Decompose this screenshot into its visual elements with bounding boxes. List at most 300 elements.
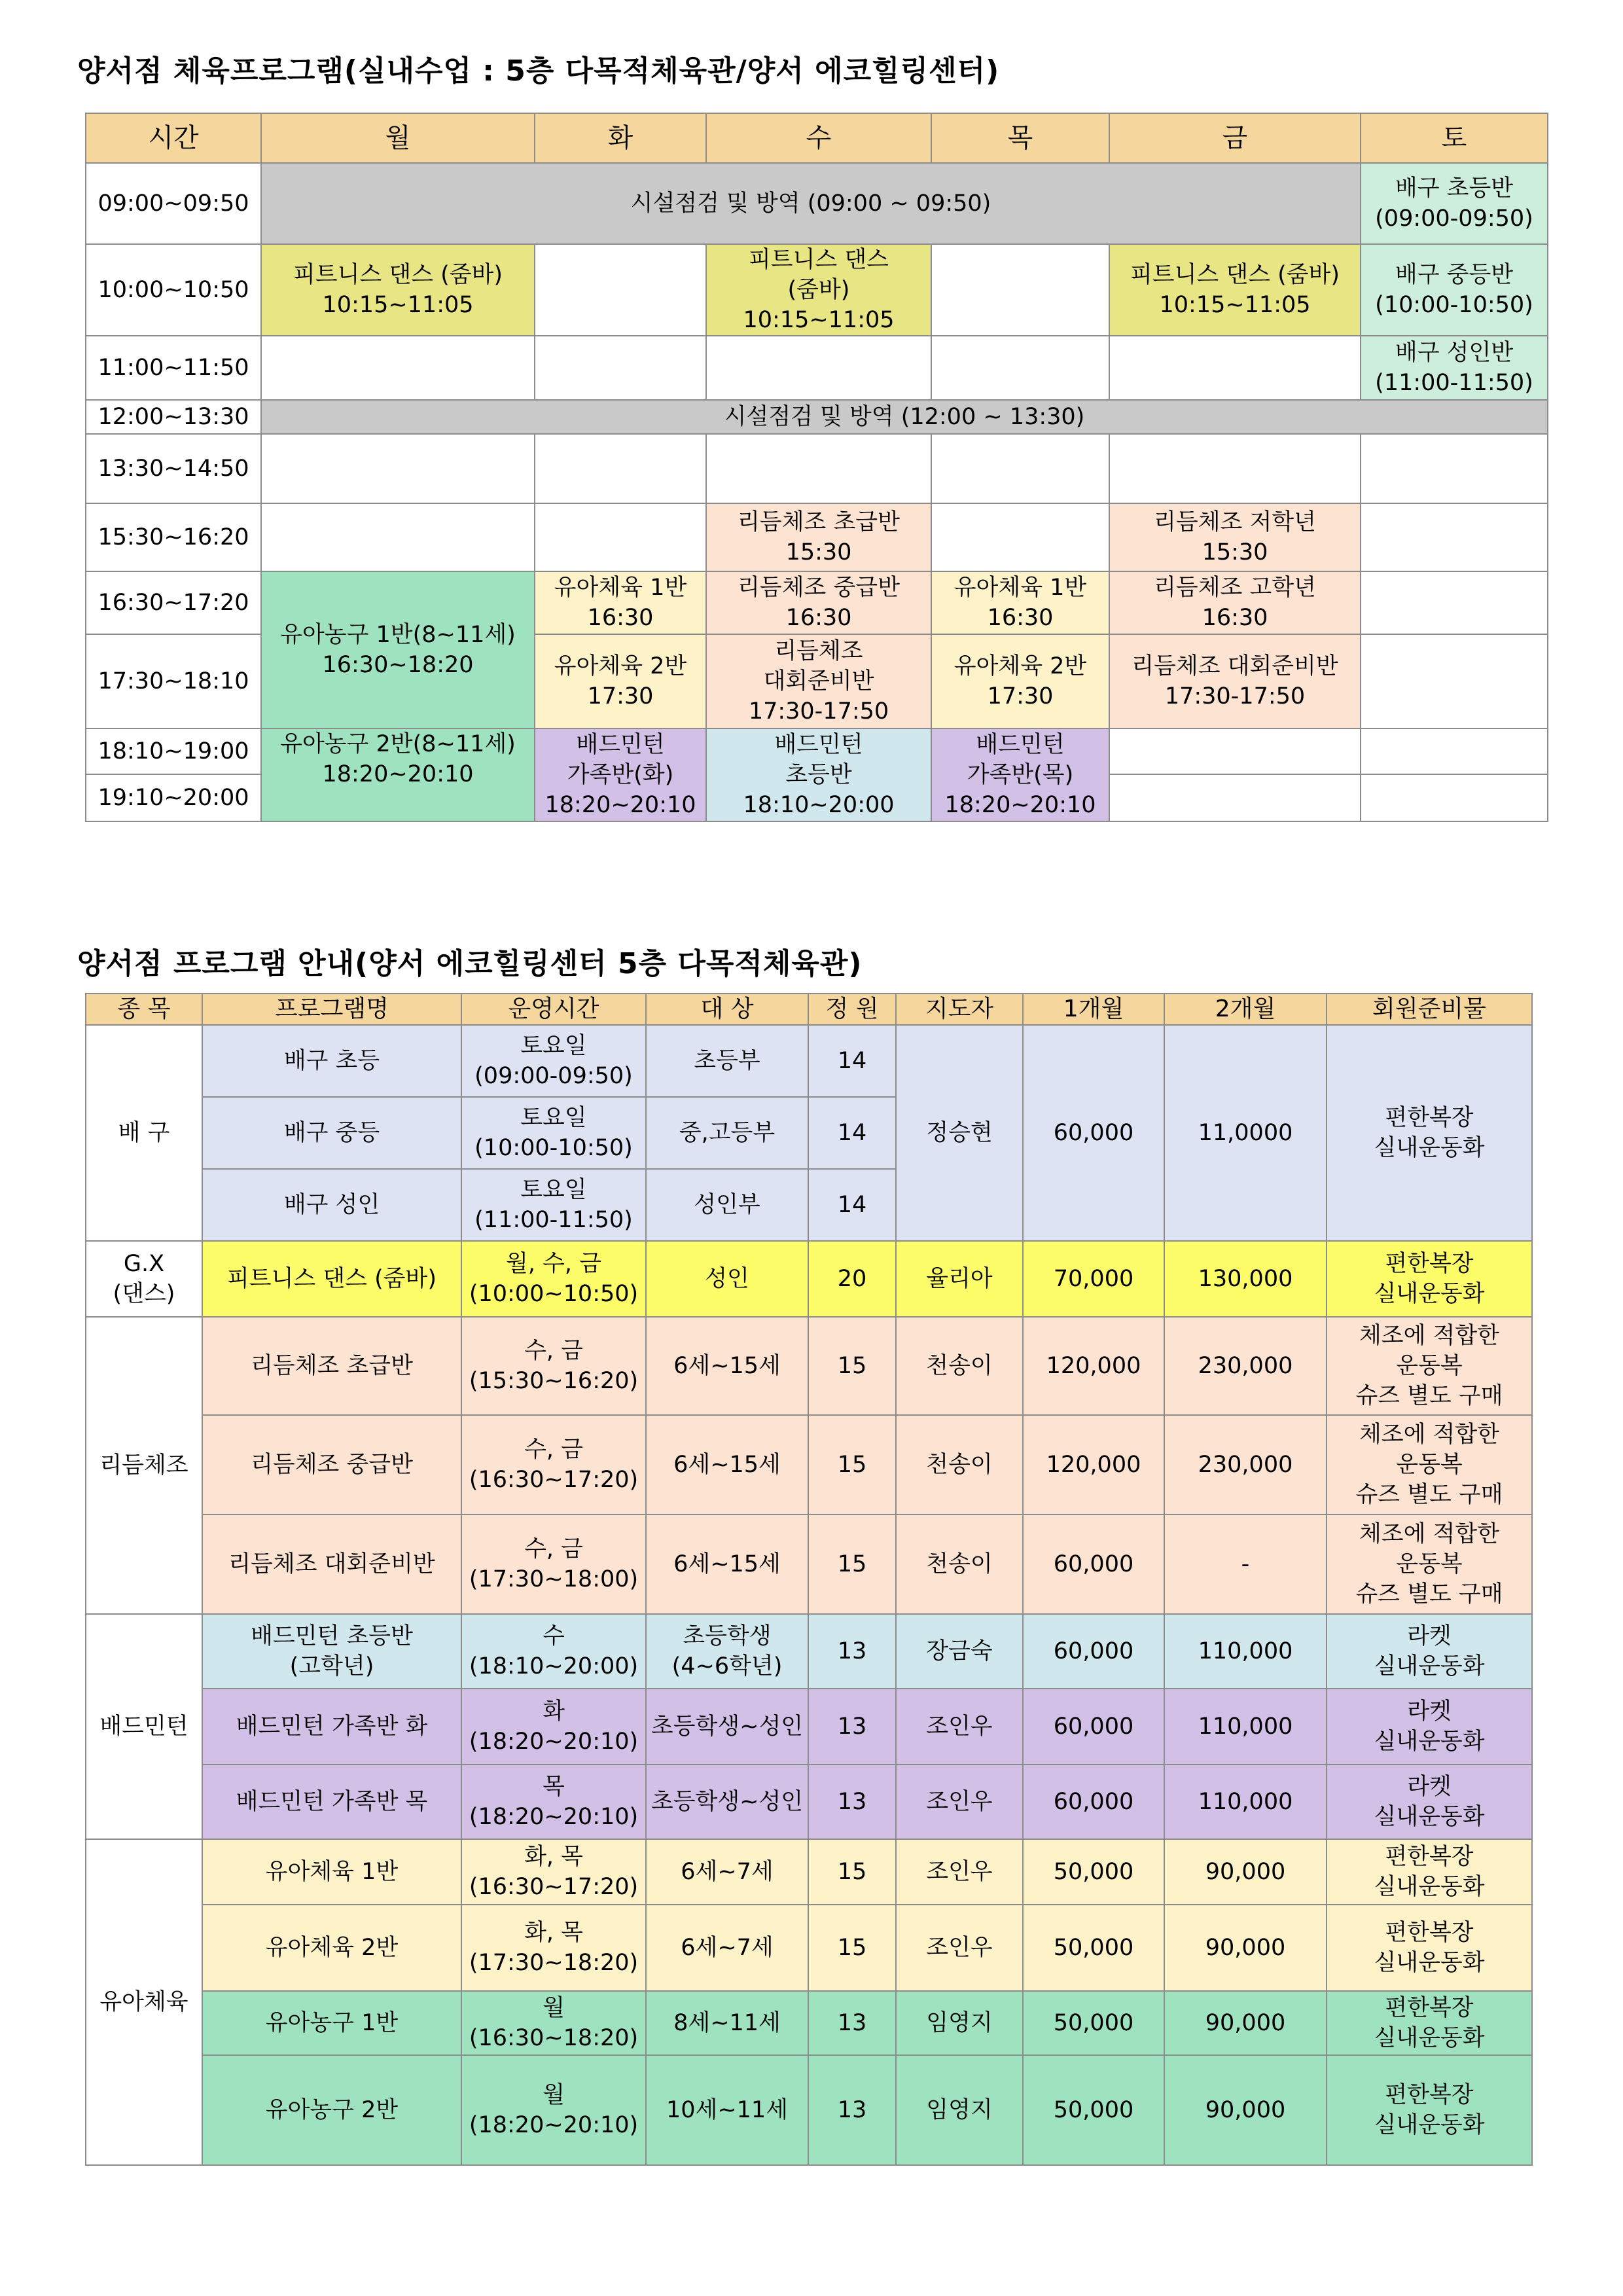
program-instructor: 율리아 — [896, 1241, 1023, 1317]
cell-line: 배구 초등반 — [1395, 175, 1514, 202]
program-instructor: 조인우 — [896, 1839, 1023, 1905]
program-supplies — [1327, 1765, 1532, 1839]
schedule-row — [86, 400, 1548, 434]
cell-line: 유아체육 2반 — [954, 653, 1087, 679]
program-supplies — [1327, 1905, 1532, 1991]
empty-cell — [931, 434, 1109, 503]
cell-line: 월 — [543, 1995, 565, 2021]
program-name: 유아농구 2반 — [202, 2055, 461, 2165]
cell-line: 10:15~11:05 — [1159, 292, 1311, 318]
cell-line: 슈즈 별도 구매 — [1355, 1482, 1503, 1508]
program-header-row — [86, 994, 1532, 1025]
cell-line: 15:30 — [785, 539, 852, 565]
program-supplies — [1327, 1991, 1532, 2055]
empty-cell — [1361, 571, 1548, 634]
program-price-1month: 60,000 — [1023, 1025, 1164, 1241]
time-cell: 16:30~17:20 — [86, 571, 261, 634]
cell-line: (10:00-10:50) — [1375, 292, 1533, 318]
empty-cell — [1109, 728, 1361, 774]
cell-line: (댄스) — [113, 1281, 175, 1307]
cell-line: 운동복 — [1396, 1551, 1463, 1577]
program-target: 성인 — [646, 1241, 808, 1317]
program-hours — [461, 1765, 646, 1839]
empty-cell — [1361, 503, 1548, 571]
cell-line: 배드민턴 — [576, 732, 665, 758]
cell-line: (16:30~17:20) — [469, 1874, 639, 1900]
cell-line: 수, 금 — [524, 1437, 583, 1463]
mon-kids-basketball-1 — [261, 571, 535, 728]
empty-cell — [931, 503, 1109, 571]
program-supplies — [1327, 1025, 1532, 1241]
program-name: 피트니스 댄스 (줌바) — [202, 1241, 461, 1317]
cell-line: 10:15~11:05 — [322, 292, 474, 318]
wed-fitness-dance — [706, 244, 931, 336]
cell-line: 17:30 — [587, 683, 654, 709]
empty-cell — [931, 244, 1109, 336]
program-hours — [461, 1515, 646, 1614]
cell-line: 체조에 적합한 — [1359, 1521, 1499, 1547]
thu-badminton-family — [931, 728, 1109, 821]
cell-line: 토요일 — [520, 1105, 587, 1131]
header-1month: 1개월 — [1023, 994, 1164, 1025]
time-cell: 13:30~14:50 — [86, 434, 261, 503]
cell-line: 라켓 — [1407, 1623, 1452, 1649]
program-name: 리듬체조 중급반 — [202, 1415, 461, 1515]
cell-line: 초등학생~성인 — [651, 1789, 804, 1815]
program-row — [86, 1025, 1532, 1097]
cell-line: 가족반(화) — [567, 762, 674, 788]
cell-line: 월 — [543, 2082, 565, 2108]
program-target: 6세~7세 — [646, 1839, 808, 1905]
sat-volleyball-adult — [1361, 336, 1548, 400]
cell-line: 화 — [543, 1698, 565, 1725]
program-target: 6세~7세 — [646, 1905, 808, 1991]
program-price-1month: 50,000 — [1023, 1991, 1164, 2055]
program-price-1month: 70,000 — [1023, 1241, 1164, 1317]
program-hours — [461, 1097, 646, 1169]
program-capacity: 15 — [808, 1317, 896, 1415]
cell-line: 토요일 — [520, 1177, 587, 1203]
cell-line: 운동복 — [1396, 1452, 1463, 1478]
wed-badminton-elementary — [706, 728, 931, 821]
program-instructor: 조인우 — [896, 1689, 1023, 1765]
tue-kids-pe-2 — [535, 634, 706, 728]
cell-line: 배구 중등반 — [1395, 262, 1514, 288]
empty-cell — [535, 244, 706, 336]
program-hours — [461, 1025, 646, 1097]
cell-line: 실내운동화 — [1374, 1874, 1485, 1900]
cell-line: 편한복장 — [1385, 1105, 1474, 1131]
cell-line: G.X — [123, 1251, 165, 1277]
cell-line: 실내운동화 — [1374, 1804, 1485, 1830]
cell-line: 배드민턴 가족반 화 — [236, 1713, 428, 1740]
program-row — [86, 1415, 1532, 1515]
cell-line: 16:30 — [785, 605, 852, 631]
time-cell: 18:10~19:00 — [86, 728, 261, 774]
program-name: 유아농구 1반 — [202, 1991, 461, 2055]
program-instructor: 천송이 — [896, 1515, 1023, 1614]
category-rhythm: 리듬체조 — [86, 1317, 202, 1614]
program-instructor: 천송이 — [896, 1317, 1023, 1415]
time-cell: 17:30~18:10 — [86, 634, 261, 728]
cell-line: 피트니스 댄스 — [749, 247, 889, 273]
header-sat: 토 — [1361, 113, 1548, 163]
program-name — [202, 1614, 461, 1689]
program-supplies — [1327, 1515, 1532, 1614]
cell-line: 16:30 — [987, 605, 1054, 631]
program-capacity: 14 — [808, 1169, 896, 1241]
cell-line: 실내운동화 — [1374, 1135, 1485, 1161]
program-price-2month: - — [1164, 1515, 1327, 1614]
cell-line: 유아체육 1반 — [554, 575, 687, 601]
cell-line: 운동복 — [1396, 1353, 1463, 1379]
program-name: 배구 성인 — [202, 1169, 461, 1241]
program-hours — [461, 1169, 646, 1241]
program-price-1month: 60,000 — [1023, 1765, 1164, 1839]
program-target: 초등부 — [646, 1025, 808, 1097]
header-target: 대 상 — [646, 994, 808, 1025]
header-time: 시간 — [86, 113, 261, 163]
schedule-row — [86, 163, 1548, 244]
cell-line: (18:10~20:00) — [469, 1653, 639, 1679]
empty-cell — [261, 336, 535, 400]
program-hours — [461, 1839, 646, 1905]
cell-line: 피트니스 댄스 (줌바) — [293, 262, 503, 288]
program-hours — [461, 1415, 646, 1515]
program-instructor: 정승현 — [896, 1025, 1023, 1241]
header-program-name: 프로그램명 — [202, 994, 461, 1025]
cell-line: 화, 목 — [524, 1920, 583, 1946]
empty-cell — [706, 434, 931, 503]
program-hours — [461, 1614, 646, 1689]
program-row — [86, 1689, 1532, 1765]
cell-line: (09:00-09:50) — [1375, 206, 1533, 232]
facility-check-cell: 시설점검 및 방역 (09:00 ~ 09:50) — [261, 163, 1361, 244]
cell-line: 슈즈 별도 구매 — [1355, 1581, 1503, 1607]
thu-kids-pe-2 — [931, 634, 1109, 728]
program-capacity: 20 — [808, 1241, 896, 1317]
header-mon: 월 — [261, 113, 535, 163]
header-wed: 수 — [706, 113, 931, 163]
cell-line: (18:20~20:10) — [469, 1804, 639, 1830]
program-capacity: 14 — [808, 1025, 896, 1097]
cell-line: 배드민턴 — [976, 732, 1065, 758]
cell-line: 초등반 — [785, 762, 852, 788]
program-row — [86, 1317, 1532, 1415]
header-thu: 목 — [931, 113, 1109, 163]
program-name — [202, 1689, 461, 1765]
program-target: 중,고등부 — [646, 1097, 808, 1169]
program-price-2month: 90,000 — [1164, 1991, 1327, 2055]
cell-line: 10:15~11:05 — [743, 307, 895, 333]
program-price-2month: 90,000 — [1164, 2055, 1327, 2165]
program-target: 6세~15세 — [646, 1515, 808, 1614]
program-hours — [461, 1689, 646, 1765]
cell-line: 토요일 — [520, 1033, 587, 1059]
cell-line: 16:30 — [587, 605, 654, 631]
program-target — [646, 1689, 808, 1765]
time-cell: 11:00~11:50 — [86, 336, 261, 400]
program-table — [85, 993, 1533, 2166]
cell-line: 대회준비반 — [763, 668, 874, 694]
schedule-row — [86, 244, 1548, 336]
category-badminton: 배드민턴 — [86, 1614, 202, 1839]
empty-cell — [1361, 434, 1548, 503]
cell-line: 편한복장 — [1385, 1920, 1474, 1946]
time-cell: 15:30~16:20 — [86, 503, 261, 571]
cell-line: 목 — [543, 1774, 565, 1800]
cell-line: 실내운동화 — [1374, 1729, 1485, 1755]
cell-line: 리듬체조 저학년 — [1154, 509, 1316, 535]
program-capacity: 15 — [808, 1905, 896, 1991]
cell-line: 편한복장 — [1385, 1251, 1474, 1277]
program-capacity: 13 — [808, 1991, 896, 2055]
cell-line: 18:20~20:10 — [322, 761, 474, 787]
header-tue: 화 — [535, 113, 706, 163]
program-price-2month: 230,000 — [1164, 1415, 1327, 1515]
cell-line: 실내운동화 — [1374, 1281, 1485, 1307]
program-price-1month: 120,000 — [1023, 1317, 1164, 1415]
mon-kids-basketball-2 — [261, 728, 535, 821]
program-supplies — [1327, 1614, 1532, 1689]
program-instructor: 조인우 — [896, 1905, 1023, 1991]
tue-badminton-family — [535, 728, 706, 821]
program-capacity: 15 — [808, 1839, 896, 1905]
fri-rhythm-upper — [1109, 571, 1361, 634]
cell-line: 편한복장 — [1385, 1995, 1474, 2021]
empty-cell — [535, 434, 706, 503]
cell-line: (15:30~16:20) — [469, 1368, 639, 1394]
time-cell: 09:00~09:50 — [86, 163, 261, 244]
category-kids: 유아체육 — [86, 1839, 202, 2165]
empty-cell — [706, 336, 931, 400]
cell-line: 리듬체조 초급반 — [738, 509, 900, 535]
cell-line: 실내운동화 — [1374, 2112, 1485, 2138]
empty-cell — [261, 434, 535, 503]
cell-line: 18:10~20:00 — [743, 792, 895, 818]
schedule-title: 양서점 체육프로그램(실내수업 : 5층 다목적체육관/양서 에코힐링센터) — [77, 54, 1000, 88]
program-price-2month: 110,000 — [1164, 1614, 1327, 1689]
sat-volleyball-middle — [1361, 244, 1548, 336]
cell-line: 라켓 — [1407, 1698, 1452, 1725]
cell-line: 배드민턴 초등반 — [251, 1623, 413, 1649]
cell-line: (18:20~20:10) — [469, 2112, 639, 2138]
cell-line: 화, 목 — [524, 1844, 583, 1870]
cell-line: (11:00-11:50) — [474, 1207, 633, 1233]
program-target: 6세~15세 — [646, 1415, 808, 1515]
category-volleyball: 배 구 — [86, 1025, 202, 1241]
cell-line: 리듬체조 고학년 — [1154, 575, 1316, 601]
cell-line: 유아농구 1반(8~11세) — [280, 622, 516, 648]
cell-line: 17:30-17:50 — [748, 698, 889, 725]
cell-line: 18:20~20:10 — [544, 792, 696, 818]
tue-kids-pe-1 — [535, 571, 706, 634]
program-price-1month: 50,000 — [1023, 2055, 1164, 2165]
cell-line: 수 — [543, 1623, 565, 1649]
cell-line: (16:30~18:20) — [469, 2025, 639, 2051]
cell-line: 16:30 — [1202, 605, 1268, 631]
cell-line: 18:20~20:10 — [944, 792, 1096, 818]
cell-line: 15:30 — [1202, 539, 1268, 565]
cell-line: 리듬체조 대회준비반 — [1132, 653, 1338, 679]
empty-cell — [261, 503, 535, 571]
program-target: 8세~11세 — [646, 1991, 808, 2055]
cell-line: 월, 수, 금 — [506, 1251, 601, 1277]
cell-line: (11:00-11:50) — [1375, 370, 1533, 396]
program-supplies — [1327, 2055, 1532, 2165]
program-row — [86, 1839, 1532, 1905]
time-cell: 19:10~20:00 — [86, 774, 261, 821]
cell-line: (10:00~10:50) — [469, 1281, 639, 1307]
program-hours — [461, 1991, 646, 2055]
cell-line: (09:00-09:50) — [474, 1063, 633, 1089]
fri-rhythm-competition — [1109, 634, 1361, 728]
cell-line: (17:30~18:00) — [469, 1566, 639, 1592]
fri-rhythm-lower — [1109, 503, 1361, 571]
program-target — [646, 1614, 808, 1689]
schedule-row — [86, 503, 1548, 571]
cell-line: (10:00-10:50) — [474, 1135, 633, 1161]
mon-fitness-dance — [261, 244, 535, 336]
cell-line: (4~6학년) — [671, 1653, 783, 1679]
header-hours: 운영시간 — [461, 994, 646, 1025]
program-row — [86, 1241, 1532, 1317]
program-price-1month: 50,000 — [1023, 1905, 1164, 1991]
cell-line: 17:30 — [987, 683, 1054, 709]
program-price-2month: 110,000 — [1164, 1765, 1327, 1839]
program-price-1month: 50,000 — [1023, 1839, 1164, 1905]
program-price-1month: 60,000 — [1023, 1515, 1164, 1614]
program-instructor: 조인우 — [896, 1765, 1023, 1839]
cell-line: 17:30-17:50 — [1164, 683, 1306, 709]
cell-line: 유아농구 2반(8~11세) — [280, 731, 516, 757]
cell-line: (고학년) — [289, 1653, 374, 1679]
program-price-2month: 110,000 — [1164, 1689, 1327, 1765]
cell-line: 라켓 — [1407, 1774, 1452, 1800]
empty-cell — [1361, 728, 1548, 774]
cell-line: 배드민턴 가족반 목 — [236, 1789, 428, 1815]
schedule-row — [86, 434, 1548, 503]
program-capacity: 15 — [808, 1415, 896, 1515]
header-category: 종 목 — [86, 994, 202, 1025]
empty-cell — [1361, 774, 1548, 821]
schedule-row — [86, 728, 1548, 774]
cell-line: 수, 금 — [524, 1536, 583, 1562]
time-cell: 12:00~13:30 — [86, 400, 261, 434]
program-name: 리듬체조 대회준비반 — [202, 1515, 461, 1614]
thu-kids-pe-1 — [931, 571, 1109, 634]
cell-line: 리듬체조 중급반 — [738, 575, 900, 601]
program-instructor: 장금숙 — [896, 1614, 1023, 1689]
cell-line: (줌바) — [787, 277, 850, 303]
schedule-row — [86, 336, 1548, 400]
cell-line: (18:20~20:10) — [469, 1729, 639, 1755]
schedule-row — [86, 571, 1548, 634]
program-row — [86, 1515, 1532, 1614]
program-name: 유아체육 1반 — [202, 1839, 461, 1905]
program-target: 성인부 — [646, 1169, 808, 1241]
empty-cell — [535, 336, 706, 400]
program-capacity: 13 — [808, 1689, 896, 1765]
program-price-2month: 90,000 — [1164, 1905, 1327, 1991]
header-fri: 금 — [1109, 113, 1361, 163]
program-supplies — [1327, 1839, 1532, 1905]
cell-line: 초등학생 — [683, 1623, 772, 1649]
empty-cell — [1361, 634, 1548, 728]
cell-line: 피트니스 댄스 (줌바) — [1130, 262, 1340, 288]
program-supplies — [1327, 1241, 1532, 1317]
program-capacity: 13 — [808, 2055, 896, 2165]
program-price-2month: 90,000 — [1164, 1839, 1327, 1905]
program-hours — [461, 1241, 646, 1317]
program-capacity: 15 — [808, 1515, 896, 1614]
program-capacity: 13 — [808, 1765, 896, 1839]
program-name: 리듬체조 초급반 — [202, 1317, 461, 1415]
cell-line: (17:30~18:20) — [469, 1950, 639, 1976]
program-row — [86, 1765, 1532, 1839]
program-row — [86, 1991, 1532, 2055]
program-target — [646, 1765, 808, 1839]
program-title: 양서점 프로그램 안내(양서 에코힐링센터 5층 다목적체육관) — [77, 947, 863, 980]
program-capacity: 14 — [808, 1097, 896, 1169]
program-name: 배구 중등 — [202, 1097, 461, 1169]
program-price-1month: 60,000 — [1023, 1614, 1164, 1689]
program-hours — [461, 1905, 646, 1991]
cell-line: 유아체육 2반 — [554, 653, 687, 679]
cell-line: 배드민턴 — [774, 732, 863, 758]
program-name — [202, 1765, 461, 1839]
cell-line: 16:30~18:20 — [322, 652, 474, 678]
program-instructor: 임영지 — [896, 2055, 1023, 2165]
cell-line: (16:30~17:20) — [469, 1467, 639, 1493]
program-hours — [461, 2055, 646, 2165]
time-cell: 10:00~10:50 — [86, 244, 261, 336]
program-supplies — [1327, 1689, 1532, 1765]
cell-line: 실내운동화 — [1374, 2025, 1485, 2051]
wed-rhythm-intermediate — [706, 571, 931, 634]
empty-cell — [1109, 774, 1361, 821]
program-name: 배구 초등 — [202, 1025, 461, 1097]
wed-rhythm-competition — [706, 634, 931, 728]
program-target: 10세~11세 — [646, 2055, 808, 2165]
empty-cell — [1109, 336, 1361, 400]
program-price-2month: 130,000 — [1164, 1241, 1327, 1317]
program-price-1month: 60,000 — [1023, 1689, 1164, 1765]
header-supplies: 회원준비물 — [1327, 994, 1532, 1025]
schedule-header-row — [86, 113, 1548, 163]
cell-line: 편한복장 — [1385, 2082, 1474, 2108]
sat-volleyball-elementary — [1361, 163, 1548, 244]
program-row — [86, 1614, 1532, 1689]
cell-line: 슈즈 별도 구매 — [1355, 1383, 1503, 1409]
category-gx — [86, 1241, 202, 1317]
header-instructor: 지도자 — [896, 994, 1023, 1025]
cell-line: 체조에 적합한 — [1359, 1422, 1499, 1448]
program-supplies — [1327, 1415, 1532, 1515]
cell-line: 초등학생~성인 — [651, 1713, 804, 1740]
program-price-1month: 120,000 — [1023, 1415, 1164, 1515]
cell-line: 실내운동화 — [1374, 1653, 1485, 1679]
program-capacity: 13 — [808, 1614, 896, 1689]
program-row — [86, 2055, 1532, 2165]
program-name: 유아체육 2반 — [202, 1905, 461, 1991]
cell-line: 수, 금 — [524, 1338, 583, 1364]
cell-line: 실내운동화 — [1374, 1950, 1485, 1976]
empty-cell — [931, 336, 1109, 400]
program-price-2month: 230,000 — [1164, 1317, 1327, 1415]
program-price-2month: 11,0000 — [1164, 1025, 1327, 1241]
cell-line: 유아체육 1반 — [954, 575, 1087, 601]
